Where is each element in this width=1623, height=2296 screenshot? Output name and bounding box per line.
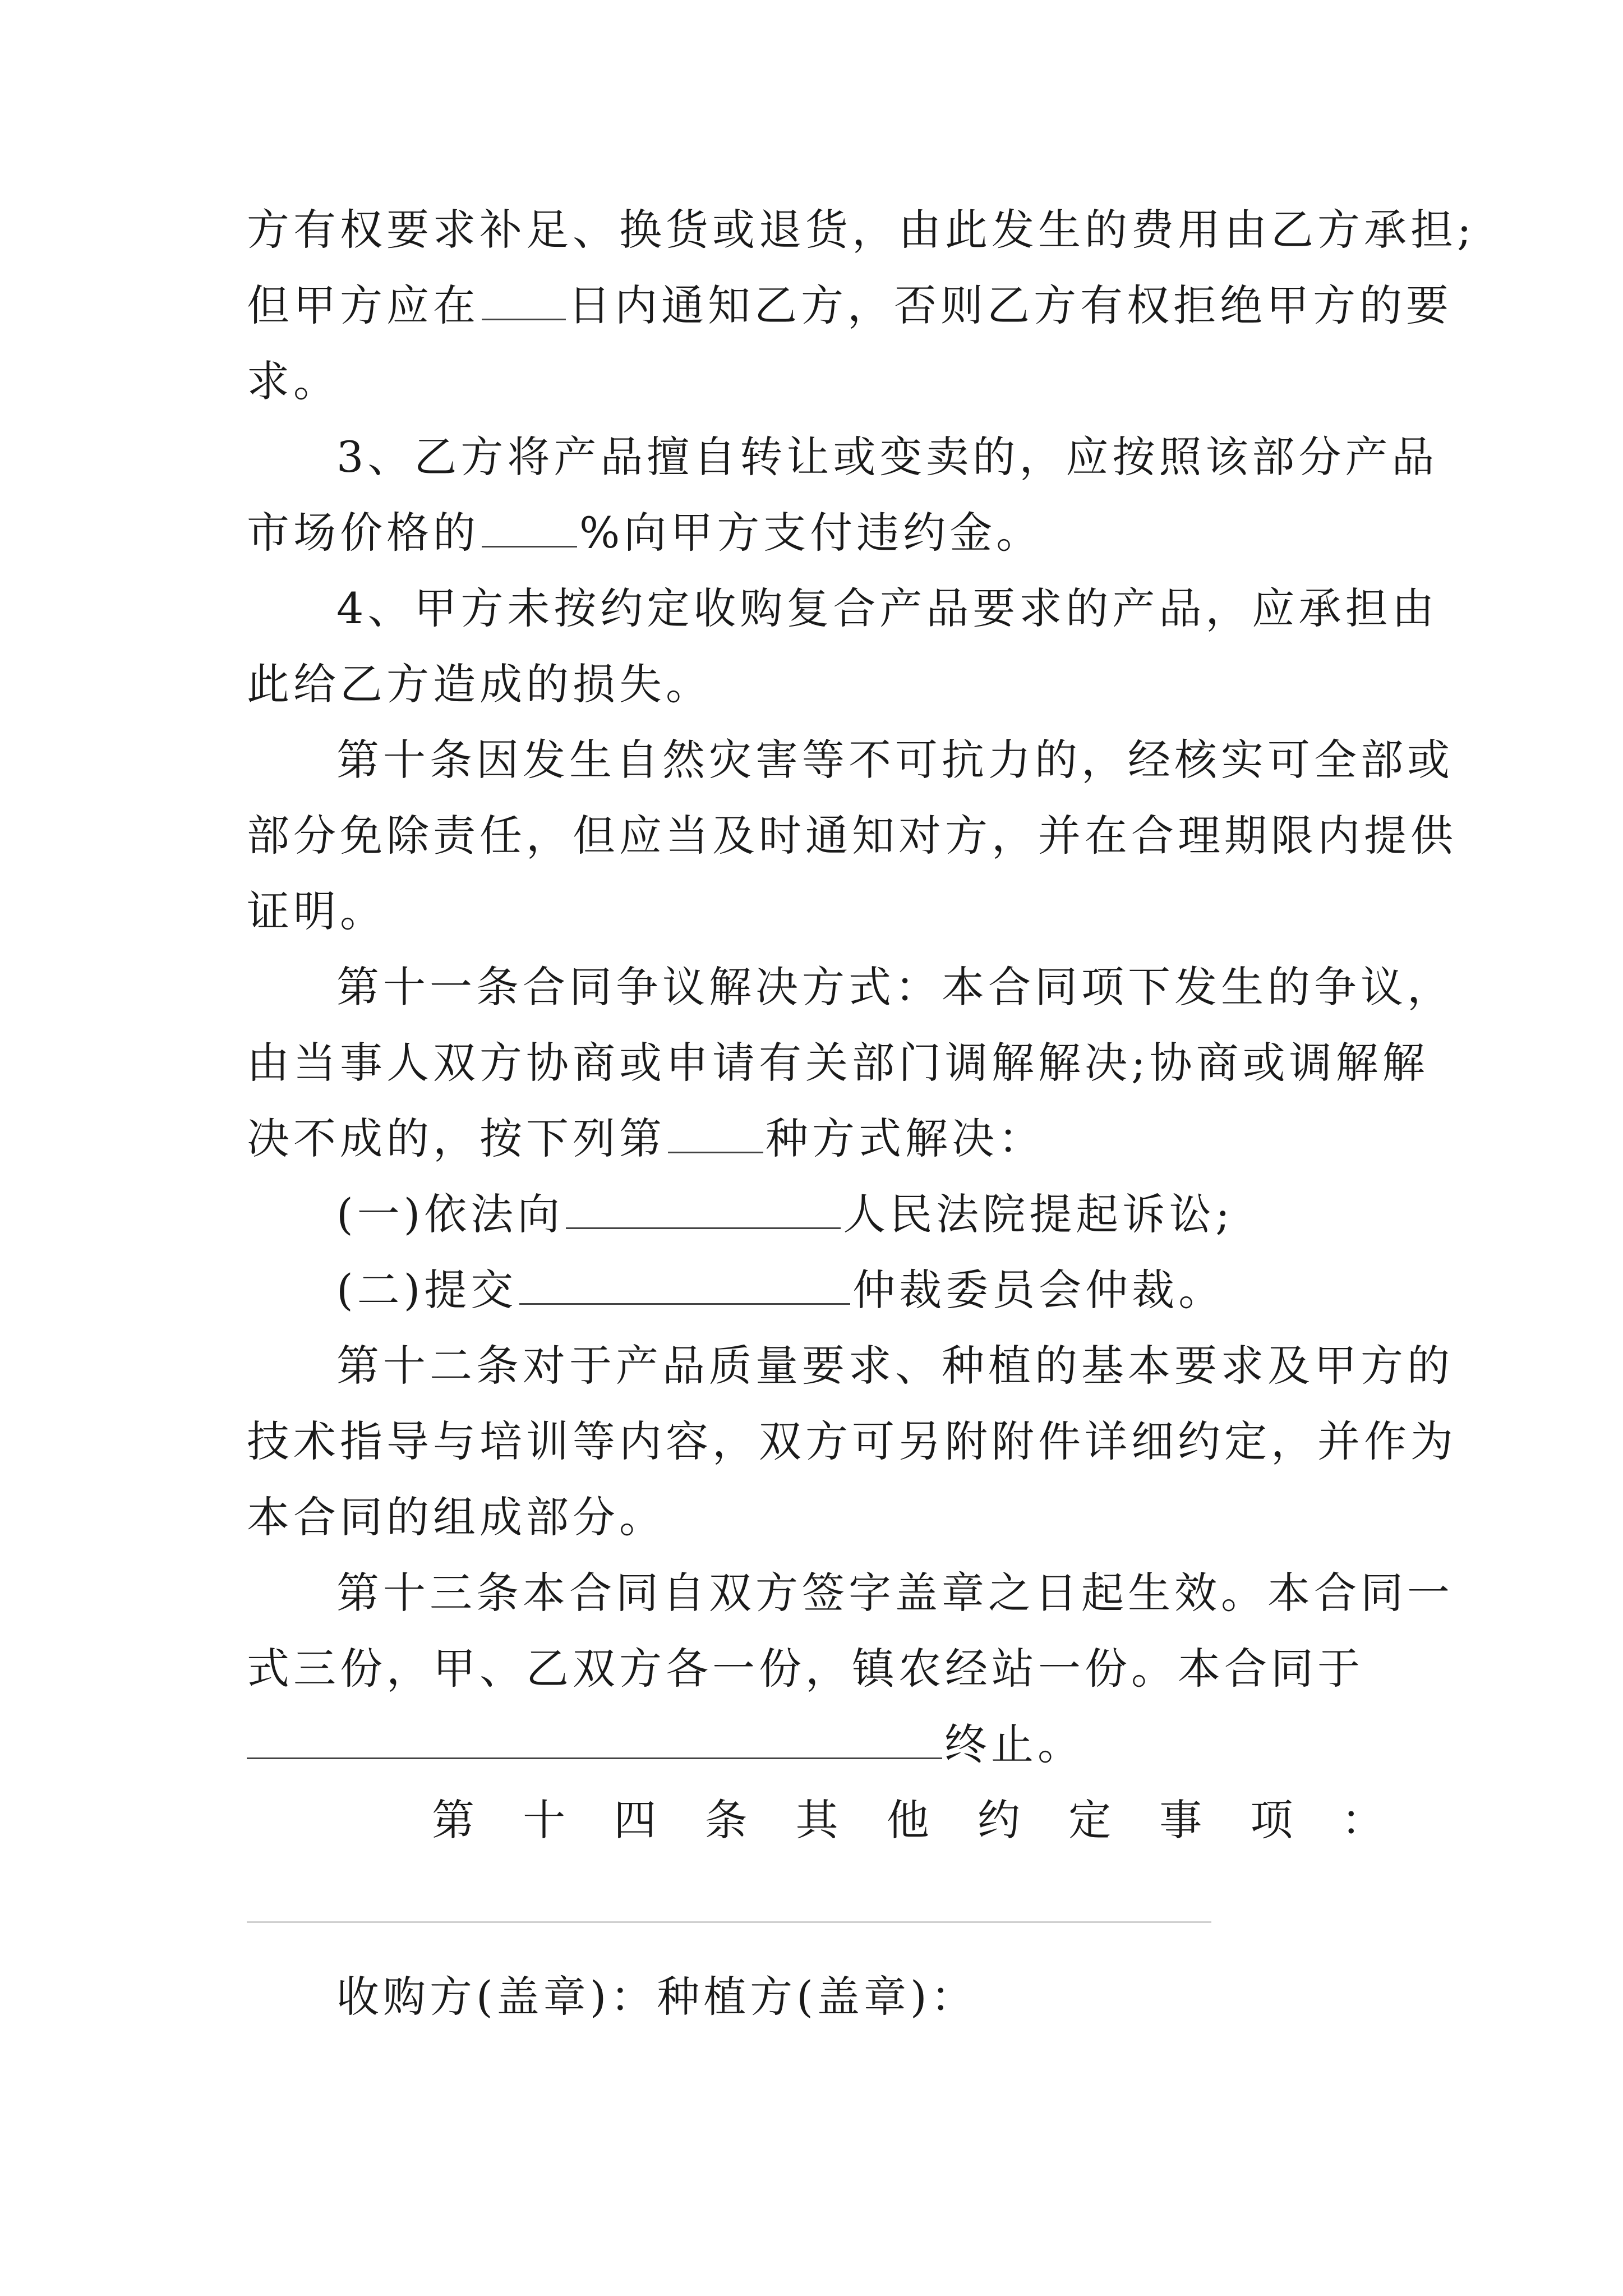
text: 此给乙方造成的损失。 bbox=[247, 659, 712, 709]
paragraph-line bbox=[336, 1186, 1234, 1243]
paragraph-line bbox=[336, 581, 1438, 637]
paragraph-line bbox=[247, 808, 1457, 864]
fill-in-rule[interactable] bbox=[247, 1921, 1211, 1923]
fill-in-blank[interactable] bbox=[668, 1112, 763, 1153]
text: 终止。 bbox=[944, 1719, 1084, 1769]
text: 决不成的，按下列第 bbox=[247, 1114, 666, 1163]
text: 第 十 四 条 其 他 约 定 事 项 ： bbox=[432, 1795, 1384, 1845]
paragraph-line bbox=[247, 1111, 1045, 1167]
fill-in-blank[interactable] bbox=[482, 279, 566, 320]
paragraph-line bbox=[247, 656, 712, 712]
paragraph-line bbox=[336, 1565, 1454, 1621]
fill-in-blank[interactable] bbox=[519, 1264, 850, 1305]
text: (一)依法向 bbox=[336, 1189, 564, 1239]
paragraph-line bbox=[336, 1338, 1454, 1394]
text: 第十三条本合同自双方签字盖章之日起生效。本合同一 bbox=[336, 1568, 1454, 1618]
paragraph-line bbox=[432, 1792, 1384, 1848]
paragraph-line bbox=[336, 429, 1438, 485]
fill-in-blank[interactable] bbox=[482, 507, 577, 547]
text: 第十一条合同争议解决方式：本合同项下发生的争议， bbox=[336, 962, 1454, 1012]
text: 3、乙方将产品擅自转让或变卖的，应按照该部分产品 bbox=[336, 432, 1438, 482]
text: 第十条因发生自然灾害等不可抗力的，经核实可全部或 bbox=[336, 735, 1454, 785]
text: 但甲方应在 bbox=[247, 280, 479, 330]
paragraph-line bbox=[247, 278, 1453, 334]
signature-line bbox=[336, 1969, 978, 2025]
text: %向甲方支付违约金。 bbox=[579, 508, 1043, 558]
paragraph-line bbox=[247, 202, 1476, 258]
text: 市场价格的 bbox=[247, 508, 479, 558]
text: 仲裁委员会仲裁。 bbox=[852, 1265, 1225, 1315]
paragraph-line bbox=[247, 505, 1043, 561]
paragraph-line bbox=[336, 959, 1454, 1015]
paragraph-line bbox=[247, 1035, 1429, 1091]
paragraph-line bbox=[247, 1414, 1457, 1470]
text: 求。 bbox=[247, 356, 340, 406]
text: 4、甲方未按约定收购复合产品要求的产品，应承担由 bbox=[336, 583, 1438, 633]
text: 方有权要求补足、换货或退货，由此发生的费用由乙方承担; bbox=[247, 205, 1476, 255]
text: (二)提交 bbox=[336, 1265, 518, 1315]
text: 式三份，甲、乙双方各一份，镇农经站一份。本合同于 bbox=[247, 1644, 1364, 1694]
text: 收购方(盖章)：种植方(盖章)： bbox=[336, 1972, 978, 2022]
text: 证明。 bbox=[247, 886, 386, 936]
text: 部分免除责任，但应当及时通知对方，并在合理期限内提供 bbox=[247, 811, 1457, 861]
fill-in-blank[interactable] bbox=[566, 1188, 841, 1229]
paragraph-line bbox=[247, 884, 386, 940]
paragraph-line bbox=[336, 1262, 1225, 1318]
text: 第十二条对于产品质量要求、种植的基本要求及甲方的 bbox=[336, 1341, 1454, 1391]
fill-in-blank[interactable] bbox=[247, 1718, 942, 1759]
paragraph-line bbox=[336, 732, 1454, 788]
paragraph-line bbox=[247, 1641, 1364, 1697]
text: 人民法院提起诉讼; bbox=[843, 1189, 1234, 1239]
paragraph-line bbox=[247, 1489, 666, 1545]
text: 日内通知乙方，否则乙方有权拒绝甲方的要 bbox=[568, 280, 1453, 330]
text: 技术指导与培训等内容，双方可另附附件详细约定，并作为 bbox=[247, 1416, 1457, 1466]
text: 本合同的组成部分。 bbox=[247, 1492, 666, 1542]
paragraph-line bbox=[247, 353, 340, 409]
paragraph-line bbox=[247, 1717, 1084, 1773]
text: 种方式解决： bbox=[766, 1114, 1045, 1163]
text: 由当事人双方协商或申请有关部门调解解决;协商或调解解 bbox=[247, 1038, 1429, 1088]
